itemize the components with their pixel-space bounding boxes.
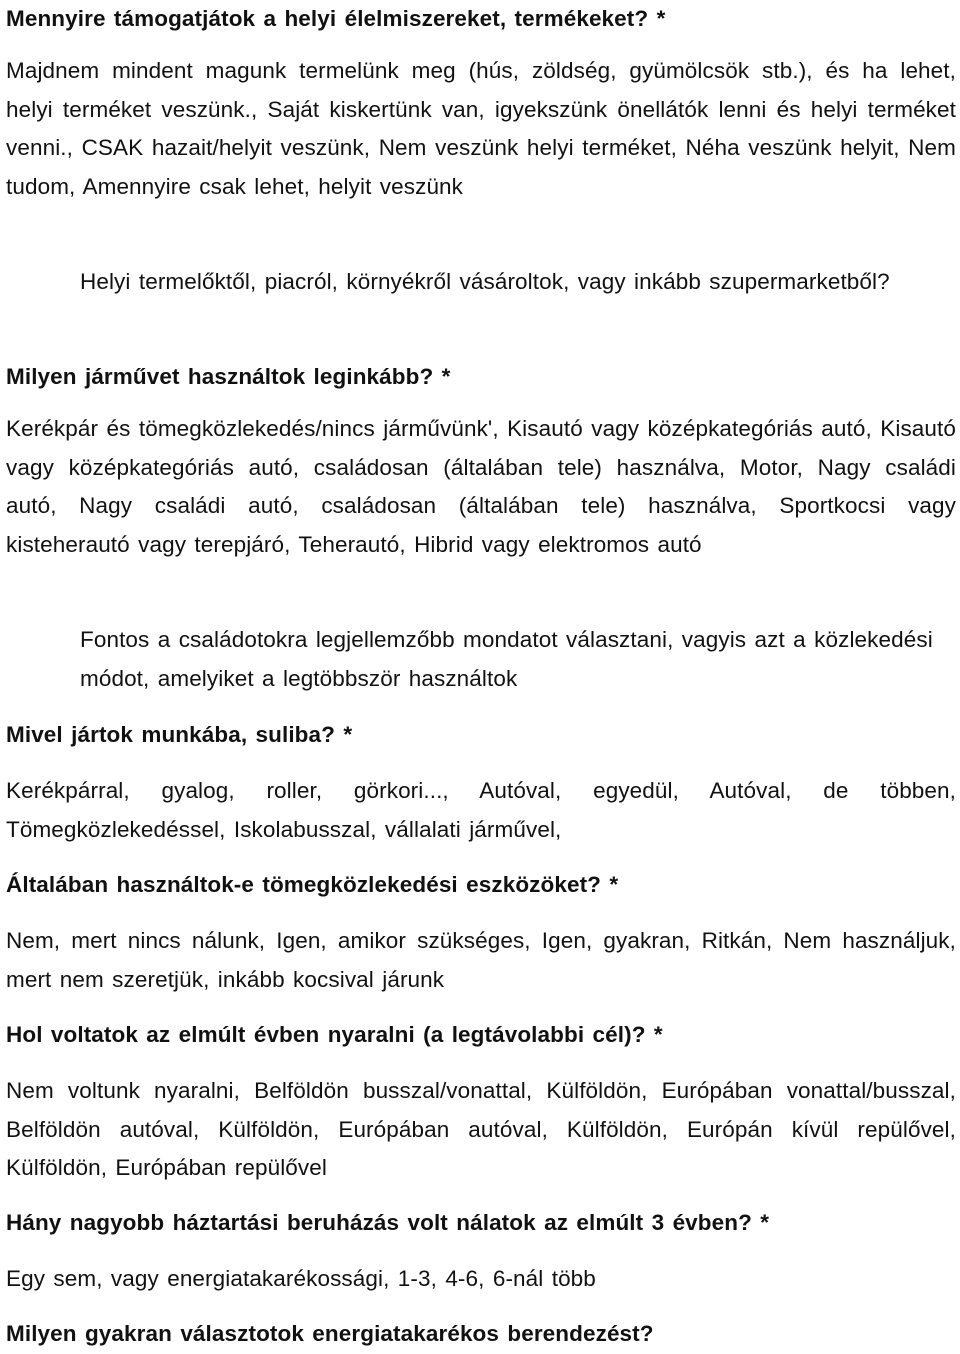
- question-commute: Mivel jártok munkába, suliba? *: [6, 722, 353, 747]
- question-public-transport: Általában használtok-e tömegközlekedési eszközöket? *: [6, 872, 619, 897]
- question-energy-saving: Milyen gyakran választotok energiatakarékos berendezést?: [6, 1321, 654, 1346]
- note-vehicle: Fontos a családotokra legjellemzőbb mondatot választani, vagyis azt a közlekedési módot, amelyiket a legtöbbször használtok: [80, 627, 933, 691]
- answer-options-local-products: Majdnem mindent magunk termelünk meg (hús, zöldség, gyümölcsök stb.), és ha lehet, helyi terméket veszünk., Saját kiskertünk van, igyekszünk önellátók lenni és helyi terméket venni., CSAK hazait/helyit veszünk, Nem veszünk helyi terméket, Néha veszünk helyit, Nem tudom, Amennyire csak lehet, helyit veszünk: [6, 58, 956, 199]
- answer-options-vacation: Nem voltunk nyaralni, Belföldön busszal/vonattal, Külföldön, Európában vonattal/busszal, Belföldön autóval, Külföldön, Európában autóval, Külföldön, Európán kívül repülővel, Külföldön, Európában repülővel: [6, 1078, 956, 1180]
- question-vacation: Hol voltatok az elmúlt évben nyaralni (a legtávolabbi cél)? *: [6, 1022, 663, 1047]
- question-local-products: Mennyire támogatjátok a helyi élelmiszereket, termékeket? *: [6, 6, 666, 31]
- note-local-products: Helyi termelőktől, piacról, környékről vásároltok, vagy inkább szupermarketből?: [80, 269, 890, 294]
- answer-options-vehicle: Kerékpár és tömegközlekedés/nincs járművünk', Kisautó vagy középkategóriás autó, Kisautó vagy középkategóriás autó, családosan (általában tele) használva, Motor, Nagy családi autó, Nagy családi autó, családosan (általában tele) használva, Sportkocsi vagy kisteherautó vagy terepjáró, Teherautó, Hibrid vagy elektromos autó: [6, 416, 956, 557]
- question-household-investment: Hány nagyobb háztartási beruházás volt nálatok az elmúlt 3 évben? *: [6, 1210, 770, 1235]
- answer-options-public-transport: Nem, mert nincs nálunk, Igen, amikor szükséges, Igen, gyakran, Ritkán, Nem használjuk, mert nem szeretjük, inkább kocsival járunk: [6, 928, 956, 992]
- answer-options-household-investment: Egy sem, vagy energiatakarékossági, 1-3, 4-6, 6-nál több: [6, 1266, 596, 1291]
- answer-options-commute: Kerékpárral, gyalog, roller, görkori..., Autóval, egyedül, Autóval, de többen, Tömegközlekedéssel, Iskolabusszal, vállalati járművel,: [6, 778, 956, 842]
- question-vehicle: Milyen járművet használtok leginkább? *: [6, 364, 451, 389]
